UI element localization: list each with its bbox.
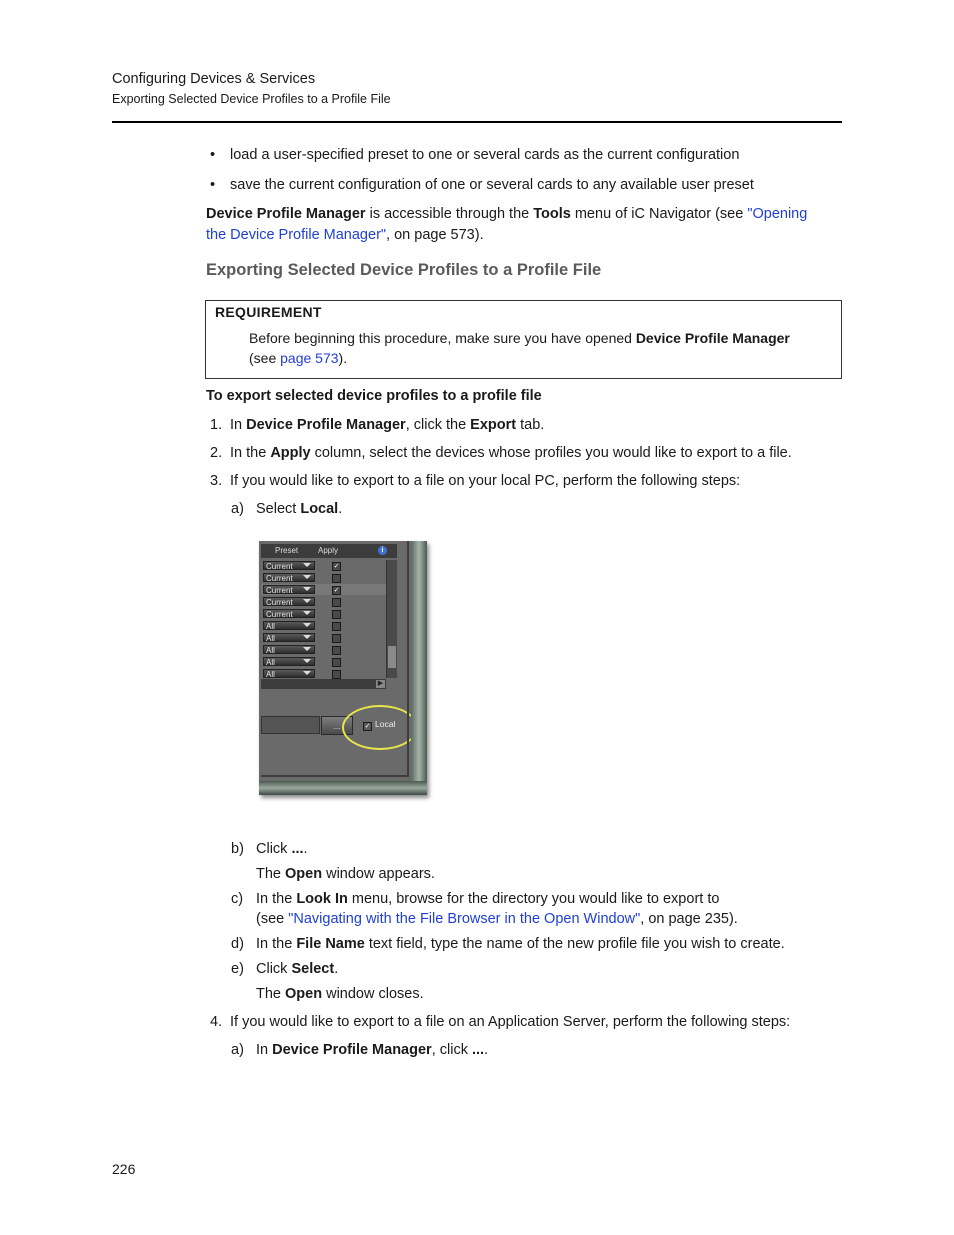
table-row[interactable] (261, 584, 387, 595)
panel-frame (261, 775, 409, 777)
step-number: 3. (210, 473, 223, 489)
substep-letter: a) (231, 501, 244, 517)
step-3c-ref: (see "Navigating with the File Browser in the Open Window", on page 235). (256, 911, 738, 927)
bullet-item: load a user-specified preset to one or several cards as the current configuration (230, 147, 740, 163)
step-4a: In Device Profile Manager, click .... (256, 1042, 489, 1058)
apply-checkbox[interactable] (332, 658, 341, 667)
intro-text: , on page 573). (386, 227, 484, 243)
running-header-section: Exporting Selected Device Profiles to a Profile File (112, 92, 391, 106)
preset-dropdown[interactable]: Current (263, 609, 315, 618)
preset-dropdown[interactable]: All (263, 621, 315, 630)
requirement-label: REQUIREMENT (215, 304, 322, 320)
bullet-item: save the current configuration of one or several cards to any available user preset (230, 177, 754, 193)
apply-checkbox[interactable] (332, 622, 341, 631)
panel-frame (407, 541, 409, 777)
info-icon[interactable]: i (378, 546, 387, 555)
preset-dropdown[interactable]: All (263, 633, 315, 642)
req-text: (see (249, 350, 281, 366)
substep-letter: a) (231, 1042, 244, 1058)
chevron-down-icon (303, 671, 311, 675)
link-opening-dpm[interactable]: "Opening (747, 206, 808, 222)
step-3a: Select Local. (256, 501, 343, 517)
chevron-down-icon (303, 599, 311, 603)
substep-letter: c) (231, 891, 244, 907)
path-field[interactable] (261, 716, 320, 734)
apply-checkbox[interactable]: ✓ (333, 587, 340, 594)
preset-dropdown[interactable]: All (263, 657, 315, 666)
chevron-down-icon (303, 587, 311, 591)
chevron-down-icon (303, 623, 311, 627)
table-row[interactable] (261, 572, 387, 583)
apply-checkbox[interactable] (332, 598, 341, 607)
table-row[interactable] (261, 608, 387, 619)
step-3: If you would like to export to a file on your local PC, perform the following steps: (230, 473, 741, 489)
procedure-title: To export selected device profiles to a profile file (206, 388, 542, 404)
intro-bold-dpm: Device Profile Manager (206, 206, 366, 222)
bullet-marker: • (210, 147, 216, 163)
apply-checkbox[interactable] (332, 610, 341, 619)
browse-button[interactable]: ... (321, 716, 353, 735)
apply-checkbox[interactable] (332, 574, 341, 583)
chevron-down-icon (303, 647, 311, 651)
preset-dropdown[interactable]: All (263, 645, 315, 654)
apply-checkbox[interactable]: ✓ (333, 563, 340, 570)
requirement-text (249, 328, 829, 368)
window-frame (411, 541, 427, 795)
table-row[interactable] (261, 668, 387, 679)
step-3e: Click Select. (256, 961, 339, 977)
chevron-down-icon (303, 659, 311, 663)
scroll-right-arrow-icon[interactable]: ▶ (377, 680, 384, 687)
preset-dropdown[interactable]: Current (263, 597, 315, 606)
step-3c: In the Look In menu, browse for the directory you would like to export to (256, 891, 720, 907)
link-page-573[interactable]: page 573 (280, 350, 339, 366)
step-number: 4. (210, 1014, 223, 1030)
intro-text: is accessible through the (365, 206, 534, 222)
table-row[interactable] (261, 560, 387, 571)
table-row[interactable] (261, 632, 387, 643)
intro-paragraph (206, 204, 846, 246)
step-number: 2. (210, 445, 223, 461)
window-frame (259, 781, 427, 795)
section-title: Exporting Selected Device Profiles to a Profile File (206, 261, 602, 279)
req-bold-dpm: Device Profile Manager (635, 330, 790, 346)
apply-checkbox[interactable] (332, 646, 341, 655)
bullet-marker: • (210, 177, 216, 193)
substep-letter: b) (231, 841, 244, 857)
chevron-down-icon (303, 611, 311, 615)
table-row[interactable] (261, 596, 387, 607)
step-4: If you would like to export to a file on an Application Server, perform the following steps: (230, 1014, 791, 1030)
column-apply: Apply (318, 546, 339, 555)
step-2: In the Apply column, select the devices whose profiles you would like to export to a file. (230, 445, 792, 461)
req-text: Before beginning this procedure, make sure you have opened (249, 330, 636, 346)
step-1: In Device Profile Manager, click the Export tab. (230, 417, 545, 433)
req-text: ). (338, 350, 348, 366)
table-row[interactable] (261, 620, 387, 631)
chevron-down-icon (303, 635, 311, 639)
substep-letter: d) (231, 936, 244, 952)
scroll-thumb[interactable] (388, 646, 396, 668)
link-navigating-file-browser[interactable]: "Navigating with the File Browser in the Open Window" (288, 911, 641, 927)
substep-letter: e) (231, 961, 244, 977)
horizontal-scrollbar[interactable] (261, 679, 386, 689)
preset-dropdown[interactable]: Current (263, 585, 315, 594)
table-row[interactable] (261, 656, 387, 667)
step-3d: In the File Name text field, type the name of the new profile file you wish to create. (256, 936, 785, 952)
intro-text: menu of iC Navigator (see (570, 206, 748, 222)
checkbox-icon: ✓ (364, 723, 371, 730)
step-number: 1. (210, 417, 223, 433)
preset-dropdown[interactable]: Current (263, 561, 315, 570)
link-opening-dpm-cont[interactable]: the Device Profile Manager" (206, 227, 387, 243)
page-number: 226 (112, 1161, 136, 1177)
local-label: Local (375, 719, 396, 729)
table-row[interactable] (261, 644, 387, 655)
step-3b: Click .... (256, 841, 308, 857)
device-profile-manager-screenshot (259, 541, 427, 795)
apply-checkbox[interactable] (332, 670, 341, 679)
preset-dropdown[interactable]: Current (263, 573, 315, 582)
step-3e-result: The Open window closes. (256, 986, 424, 1002)
apply-checkbox[interactable] (332, 634, 341, 643)
intro-bold-tools: Tools (533, 206, 571, 222)
column-preset: Preset (275, 546, 299, 555)
chevron-down-icon (303, 563, 311, 567)
running-header-chapter: Configuring Devices & Services (112, 71, 316, 87)
vertical-scrollbar[interactable] (386, 560, 397, 678)
header-rule (112, 121, 842, 123)
step-3b-result: The Open window appears. (256, 866, 435, 882)
chevron-down-icon (303, 575, 311, 579)
preset-dropdown[interactable]: All (263, 669, 315, 678)
